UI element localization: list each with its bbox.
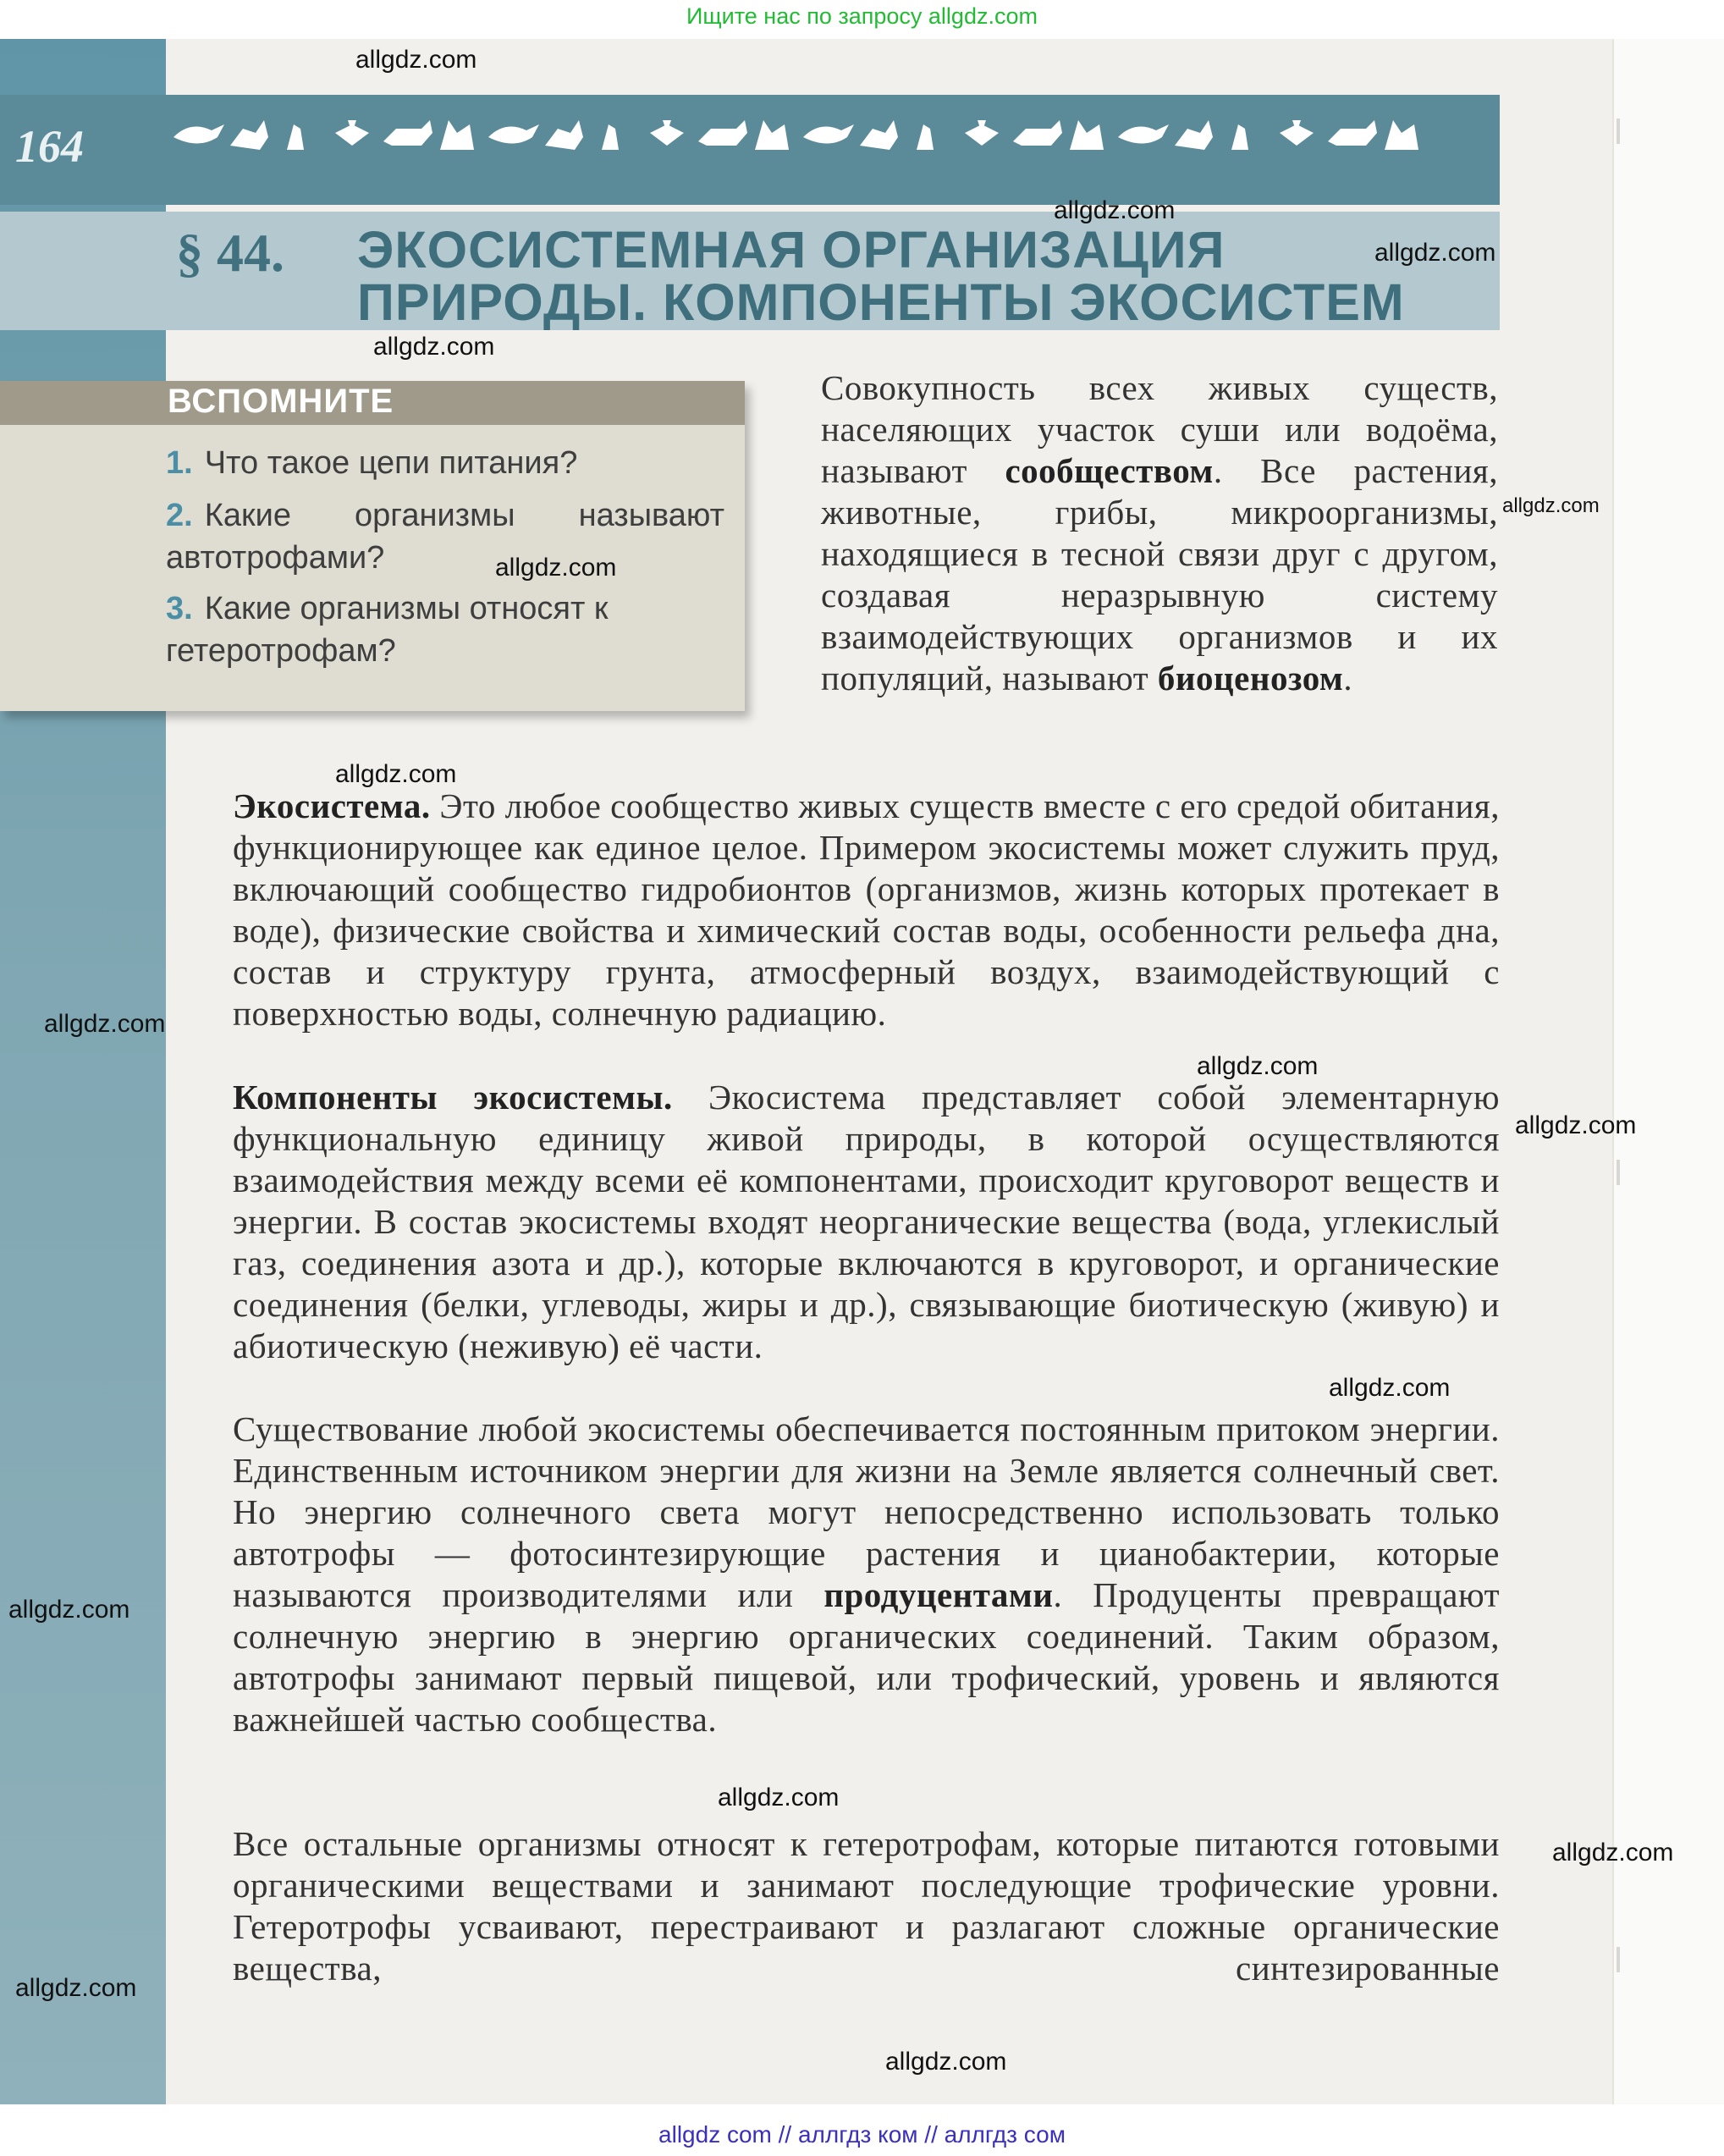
footer-links: allgdz com // аллгдз ком // аллгдз сом bbox=[658, 2121, 1066, 2148]
watermark: allgdz.com bbox=[355, 46, 477, 74]
watermark: allgdz.com bbox=[1374, 239, 1496, 267]
intro-text: . bbox=[1343, 659, 1353, 698]
intro-text: Совокупность всех живых существ, населяющих участок суши или водоёма, называют bbox=[821, 368, 1498, 490]
term-producers: продуцентами bbox=[823, 1575, 1054, 1614]
animal-silhouette-icon bbox=[287, 124, 304, 150]
paragraph-text: Все остальные организмы относят к гетеротрофам, которые питаются готовыми органическими веществами и занимают последующие трофические уровни. Гетеротрофы усваивают, перестраивают и разлагают сложные органические вещества, синтезированные bbox=[233, 1824, 1500, 1988]
animal-silhouette-icon bbox=[383, 120, 432, 146]
animal-silhouette-icon bbox=[545, 120, 583, 150]
animal-silhouette-icon bbox=[440, 120, 474, 150]
watermark: allgdz.com bbox=[335, 760, 457, 788]
page-title bbox=[357, 221, 1508, 331]
animal-silhouette-icon bbox=[698, 120, 747, 146]
animal-silhouette-icon bbox=[174, 124, 224, 144]
paragraph-ecosystem bbox=[182, 786, 1500, 1034]
recall-question bbox=[166, 587, 724, 672]
intro-text: . Все растения, животные, грибы, микроорганизмы, находящиеся в тесной связи друг с другом, создавая неразрывную систему взаимодействующих организмов и их популяций, называют bbox=[821, 451, 1498, 698]
watermark: allgdz.com bbox=[1515, 1111, 1637, 1139]
margin-mark bbox=[1617, 119, 1620, 144]
watermark: allgdz.com bbox=[1054, 196, 1176, 224]
paragraph-heading: Компоненты экосистемы. bbox=[233, 1078, 673, 1117]
page-gutter bbox=[1612, 39, 1724, 2104]
question-number: 2. bbox=[166, 498, 193, 533]
title-line-1: ЭКОСИСТЕМНАЯ ОРГАНИЗАЦИЯ bbox=[357, 221, 1226, 278]
paragraph-heading: Экосистема. bbox=[233, 786, 431, 825]
question-number: 3. bbox=[166, 591, 193, 626]
watermark: allgdz.com bbox=[495, 554, 617, 582]
animal-silhouette-icon bbox=[335, 120, 369, 146]
page-background bbox=[0, 39, 1724, 2104]
animal-silhouette-icon bbox=[1118, 124, 1169, 144]
recall-title: ВСПОМНИТЕ bbox=[168, 383, 394, 420]
paragraph-text: . Продуценты превращают солнечную энергию в энергию органических соединений. Таким образом, автотрофы занимают первый пищевой, или трофический, уровень и являются важнейшей частью сообщества. bbox=[233, 1575, 1501, 1739]
intro-paragraph bbox=[821, 367, 1498, 699]
question-number: 1. bbox=[166, 445, 193, 481]
paragraph-text: Это любое сообщество живых существ вместе с его средой обитания, функционирующее как единое целое. Примером экосистемы может служить пруд, включающий сообщество гидробионтов (организмов, жизнь которых протекает в воде), физические свойства и химический состав воды, особенности рельефа дна, состав и структуру грунта, атмосферный воздух, взаимодействующий с поверхностью воды, солнечную радиацию. bbox=[233, 786, 1500, 1033]
recall-question bbox=[166, 442, 724, 484]
paragraph-energy bbox=[182, 1409, 1500, 1740]
paragraph-text: Экосистема представляет собой элементарную функциональную единицу живой природы, в которой осуществляются взаимодействия между всеми её компонентами, происходит круговорот веществ и энергии. В состав экосистемы входят неорганические вещества (вода, углекислый газ, соединения азота и др.), которые включаются в круговорот, и органические соединения (белки, углеводы, жиры и др.), связывающие биотическую (живую) и абиотическую (неживую) её части. bbox=[233, 1078, 1500, 1365]
watermark: allgdz.com bbox=[1502, 494, 1600, 517]
animal-silhouette-icon bbox=[965, 120, 999, 146]
recall-question bbox=[166, 494, 724, 579]
side-strip bbox=[0, 39, 166, 2104]
question-text: Что такое цепи питания? bbox=[204, 445, 578, 481]
animal-silhouettes-icon bbox=[174, 108, 1443, 159]
animal-silhouette-icon bbox=[803, 124, 854, 144]
animal-silhouette-icon bbox=[602, 124, 619, 150]
animal-silhouette-icon bbox=[1013, 120, 1062, 146]
animal-silhouette-icon bbox=[1070, 120, 1104, 150]
animal-silhouette-icon bbox=[1385, 120, 1418, 150]
animal-silhouette-icon bbox=[1231, 124, 1248, 150]
term-biocenosis: биоценозом bbox=[1157, 659, 1344, 698]
animal-silhouette-icon bbox=[755, 120, 789, 150]
question-text: Какие организмы называют автотрофами? bbox=[166, 498, 724, 576]
animal-silhouette-icon bbox=[860, 120, 898, 150]
animal-silhouette-icon bbox=[917, 124, 934, 150]
question-text: Какие организмы относят к гетеротрофам? bbox=[166, 591, 609, 669]
animal-silhouette-icon bbox=[488, 124, 539, 144]
animal-silhouette-icon bbox=[1280, 120, 1314, 146]
animal-silhouette-icon bbox=[650, 120, 684, 146]
watermark: allgdz.com bbox=[1552, 1839, 1674, 1867]
watermark: allgdz.com bbox=[373, 333, 495, 361]
margin-mark bbox=[1617, 1160, 1620, 1185]
watermark: allgdz.com bbox=[718, 1784, 840, 1811]
term-community: сообществом bbox=[1005, 451, 1214, 490]
top-search-link[interactable]: Ищите нас по запросу allgdz.com bbox=[686, 3, 1038, 29]
margin-mark bbox=[1617, 1947, 1620, 1972]
animal-silhouette-icon bbox=[1328, 120, 1377, 146]
watermark: allgdz.com bbox=[885, 2048, 1007, 2076]
section-number: § 44. bbox=[176, 223, 284, 283]
animal-silhouette-icon bbox=[230, 120, 268, 150]
watermark: allgdz.com bbox=[15, 1974, 137, 2002]
title-line-2: ПРИРОДЫ. КОМПОНЕНТЫ ЭКОСИСТЕМ bbox=[357, 273, 1405, 331]
paragraph-heterotrophs bbox=[182, 1823, 1500, 1989]
paragraph-text: Существование любой экосистемы обеспечивается постоянным притоком энергии. Единственным источником энергии для жизни на Земле является солнечный свет. Но энергию солнечного света могут непосредственно использовать только автотрофы — фотосинтезирующие растения и цианобактерии, которые называются производителями или bbox=[233, 1409, 1500, 1614]
watermark: allgdz.com bbox=[44, 1010, 166, 1038]
watermark: allgdz.com bbox=[8, 1596, 130, 1624]
watermark: allgdz.com bbox=[1197, 1052, 1319, 1080]
animal-silhouette-icon bbox=[1175, 120, 1213, 150]
paragraph-components bbox=[182, 1077, 1500, 1367]
page-number: 164 bbox=[15, 121, 84, 172]
watermark: allgdz.com bbox=[1329, 1374, 1451, 1402]
